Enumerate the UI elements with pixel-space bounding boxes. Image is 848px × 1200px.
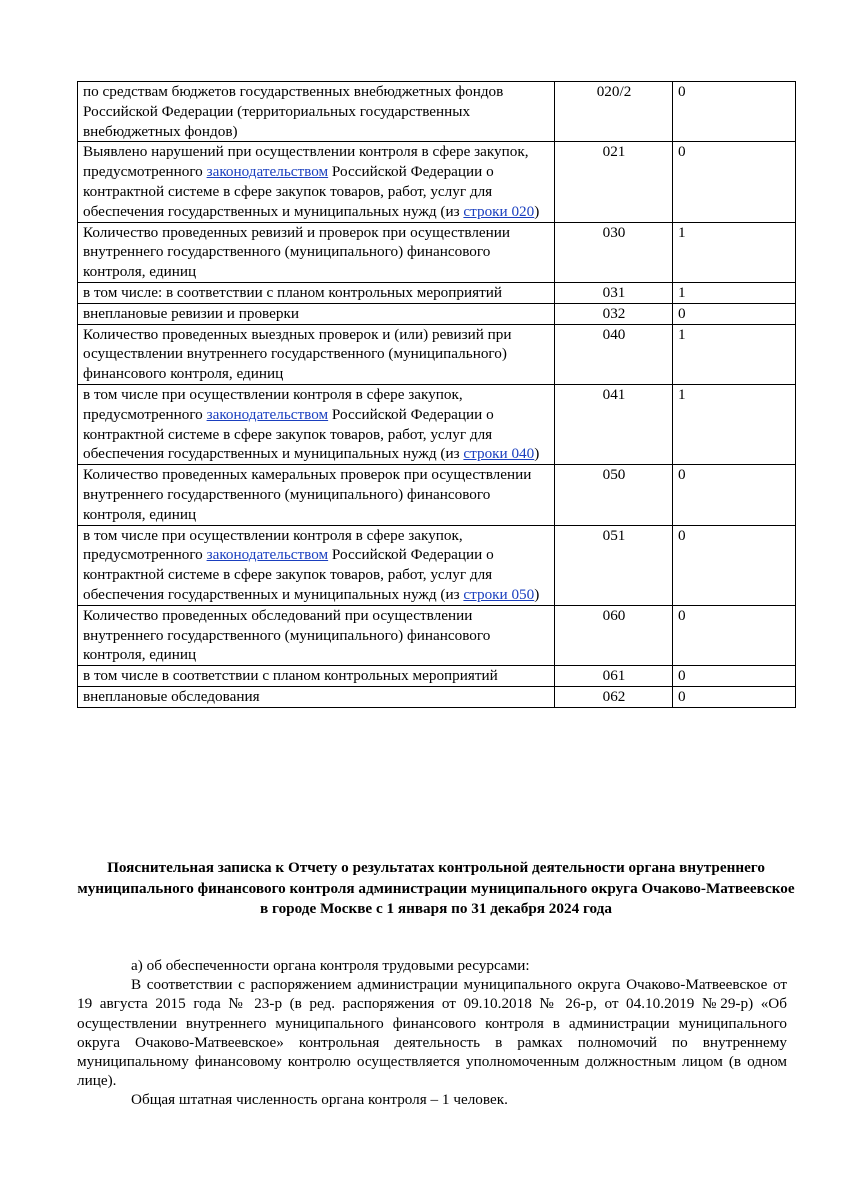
row-text: Выявлено нарушений при осуществлении контроля в сфере закупок, предусмотренного — [83, 143, 529, 181]
note-paragraph: Общая штатная численность органа контроля – 1 человек. — [131, 1091, 508, 1109]
row-value: 0 — [673, 142, 796, 222]
row-code: 021 — [555, 142, 673, 222]
row-text: ) — [534, 445, 540, 463]
row-text: внеплановые ревизии и проверки — [83, 304, 299, 322]
report-table-body — [78, 82, 796, 708]
table-row — [78, 222, 796, 282]
row-value: 0 — [673, 666, 796, 687]
table-row — [78, 142, 796, 222]
note-paragraph: В соответствии с распоряжением администрации муниципального округа Очаково-Матвеевское от 19 августа 2015 года № 23-р (в ред. распоряжения от 09.10.2018 № 26-р, от 04.10.2019 №29-р) «Об осуществлении внутреннего муниципального финансового контроля в администрации муниципального округа Очаково-Матвеевское» контрольная деятельность в рамках полномочий по внутреннему муниципальному финансовому контролю осуществляется уполномоченным должностным лицом (в одном лице). — [77, 976, 787, 1090]
row-code: 051 — [555, 525, 673, 605]
row-text: Количество проведенных ревизий и проверок при осуществлении внутреннего государственного (муниципального) финансового контроля, единиц — [83, 223, 511, 281]
row-code: 031 — [555, 282, 673, 303]
row-text: по средствам бюджетов государственных внебюджетных фондов Российской Федерации (территориальных государственных внебюджетных фондов) — [83, 83, 504, 140]
row-text: внеплановые обследования — [83, 687, 260, 705]
legislation-link[interactable]: законодательством — [206, 163, 329, 181]
row-text: ) — [534, 585, 540, 603]
row-code: 061 — [555, 666, 673, 687]
row-value: 0 — [673, 465, 796, 525]
row-description — [78, 82, 555, 142]
row-value: 0 — [673, 525, 796, 605]
row-value: 1 — [673, 324, 796, 384]
table-row — [78, 303, 796, 324]
row-description — [78, 324, 555, 384]
row-text: Количество проведенных обследований при осуществлении внутреннего государственного (муниципального) финансового контроля, единиц — [83, 606, 491, 664]
row-code: 062 — [555, 686, 673, 707]
row-description — [78, 282, 555, 303]
row-text: Российской Федерации о контрактной системе в сфере закупок товаров, работ, услуг для обеспечения государственных и муниципальных нужд (из — [83, 546, 494, 603]
row-value: 0 — [673, 82, 796, 142]
row-value: 0 — [673, 303, 796, 324]
row-text: в том числе при осуществлении контроля в сфере закупок, предусмотренного — [83, 526, 463, 564]
note-body — [77, 956, 787, 1110]
row-description — [78, 525, 555, 605]
row-description — [78, 465, 555, 525]
table-row — [78, 82, 796, 142]
row-description — [78, 303, 555, 324]
row-text: Российской Федерации о контрактной системе в сфере закупок товаров, работ, услуг для обеспечения государственных и муниципальных нужд (из — [83, 405, 494, 463]
report-table — [77, 81, 796, 708]
table-row — [78, 324, 796, 384]
note-paragraph: а) об обеспеченности органа контроля трудовыми ресурсами: — [131, 957, 530, 974]
row-value: 1 — [673, 282, 796, 303]
note-title: Пояснительная записка к Отчету о результатах контрольной деятельности органа внутреннего муниципального финансового контроля администрации муниципального округа Очаково-Матвеевское в городе Москве с 1 января по 31 декабря 2024 года — [77, 859, 795, 917]
row-reference-link[interactable]: строки 050 — [463, 585, 535, 603]
row-text: в том числе в соответствии с планом контрольных мероприятий — [83, 667, 498, 685]
row-description — [78, 222, 555, 282]
row-value: 1 — [673, 222, 796, 282]
row-text: в том числе: в соответствии с планом контрольных мероприятий — [83, 283, 502, 301]
row-code: 040 — [555, 324, 673, 384]
row-code: 050 — [555, 465, 673, 525]
row-description — [78, 686, 555, 707]
table-row — [78, 384, 796, 464]
row-code: 020/2 — [555, 82, 673, 142]
row-value: 1 — [673, 384, 796, 464]
row-description — [78, 384, 555, 464]
row-text: Количество проведенных камеральных проверок при осуществлении внутреннего государственного (муниципального) финансового контроля, единиц — [83, 466, 532, 523]
row-value: 0 — [673, 686, 796, 707]
row-text: ) — [534, 202, 540, 220]
row-reference-link[interactable]: строки 020 — [463, 202, 535, 220]
row-text: Российской Федерации о контрактной системе в сфере закупок товаров, работ, услуг для обеспечения государственных и муниципальных нужд (из — [83, 163, 494, 220]
row-text: в том числе при осуществлении контроля в сфере закупок, предусмотренного — [83, 385, 463, 423]
row-description — [78, 666, 555, 687]
row-description — [78, 142, 555, 222]
legislation-link[interactable]: законодательством — [206, 546, 329, 564]
table-row — [78, 686, 796, 707]
table-row — [78, 666, 796, 687]
table-row — [78, 282, 796, 303]
row-reference-link[interactable]: строки 040 — [463, 445, 535, 463]
row-text: Количество проведенных выездных проверок и (или) ревизий при осуществлении внутреннего государственного (муниципального) финансового контроля, единиц — [83, 325, 512, 383]
row-description — [78, 605, 555, 665]
row-code: 030 — [555, 222, 673, 282]
row-code: 041 — [555, 384, 673, 464]
table-row — [78, 605, 796, 665]
row-code: 032 — [555, 303, 673, 324]
table-row — [78, 525, 796, 605]
legislation-link[interactable]: законодательством — [206, 405, 329, 423]
row-value: 0 — [673, 605, 796, 665]
table-row — [78, 465, 796, 525]
row-code: 060 — [555, 605, 673, 665]
